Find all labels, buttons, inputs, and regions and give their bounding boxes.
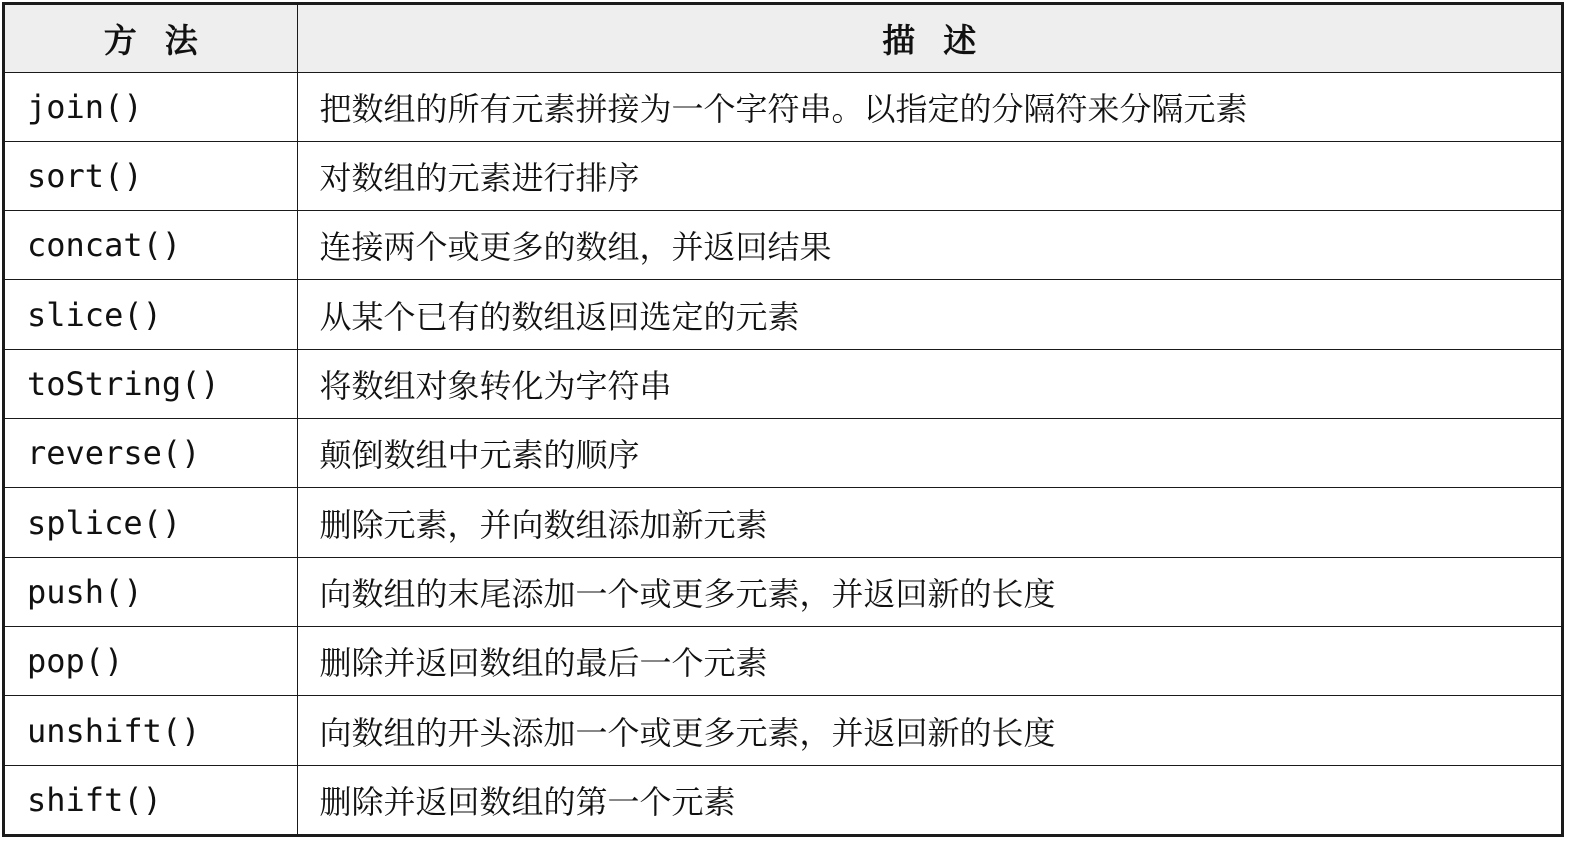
table-row [5, 765, 1561, 834]
description-cell: 从某个已有的数组返回选定的元素 [297, 280, 1561, 349]
table-row [5, 211, 1561, 280]
table-row [5, 141, 1561, 210]
description-cell: 删除并返回数组的最后一个元素 [297, 627, 1561, 696]
description-cell: 把数组的所有元素拼接为一个字符串。以指定的分隔符来分隔元素 [297, 72, 1561, 141]
table-row [5, 280, 1561, 349]
array-methods-table-container [2, 2, 1564, 837]
description-cell: 对数组的元素进行排序 [297, 141, 1561, 210]
table-row [5, 557, 1561, 626]
method-cell: reverse() [5, 419, 297, 488]
header-method: 方法 [5, 5, 297, 72]
table-row [5, 488, 1561, 557]
method-cell: push() [5, 557, 297, 626]
description-cell: 删除元素，并向数组添加新元素 [297, 488, 1561, 557]
method-cell: unshift() [5, 696, 297, 765]
table-row [5, 627, 1561, 696]
table-header-row [5, 5, 1561, 72]
table-row [5, 72, 1561, 141]
method-cell: concat() [5, 211, 297, 280]
description-cell: 向数组的末尾添加一个或更多元素，并返回新的长度 [297, 557, 1561, 626]
method-cell: shift() [5, 765, 297, 834]
method-cell: sort() [5, 141, 297, 210]
method-cell: join() [5, 72, 297, 141]
description-cell: 向数组的开头添加一个或更多元素，并返回新的长度 [297, 696, 1561, 765]
method-cell: toString() [5, 349, 297, 418]
table-row [5, 349, 1561, 418]
method-cell: slice() [5, 280, 297, 349]
header-description: 描述 [297, 5, 1561, 72]
table-row [5, 696, 1561, 765]
description-cell: 删除并返回数组的第一个元素 [297, 765, 1561, 834]
description-cell: 连接两个或更多的数组，并返回结果 [297, 211, 1561, 280]
method-cell: pop() [5, 627, 297, 696]
method-cell: splice() [5, 488, 297, 557]
table-row [5, 419, 1561, 488]
description-cell: 将数组对象转化为字符串 [297, 349, 1561, 418]
description-cell: 颠倒数组中元素的顺序 [297, 419, 1561, 488]
array-methods-table [5, 5, 1561, 834]
